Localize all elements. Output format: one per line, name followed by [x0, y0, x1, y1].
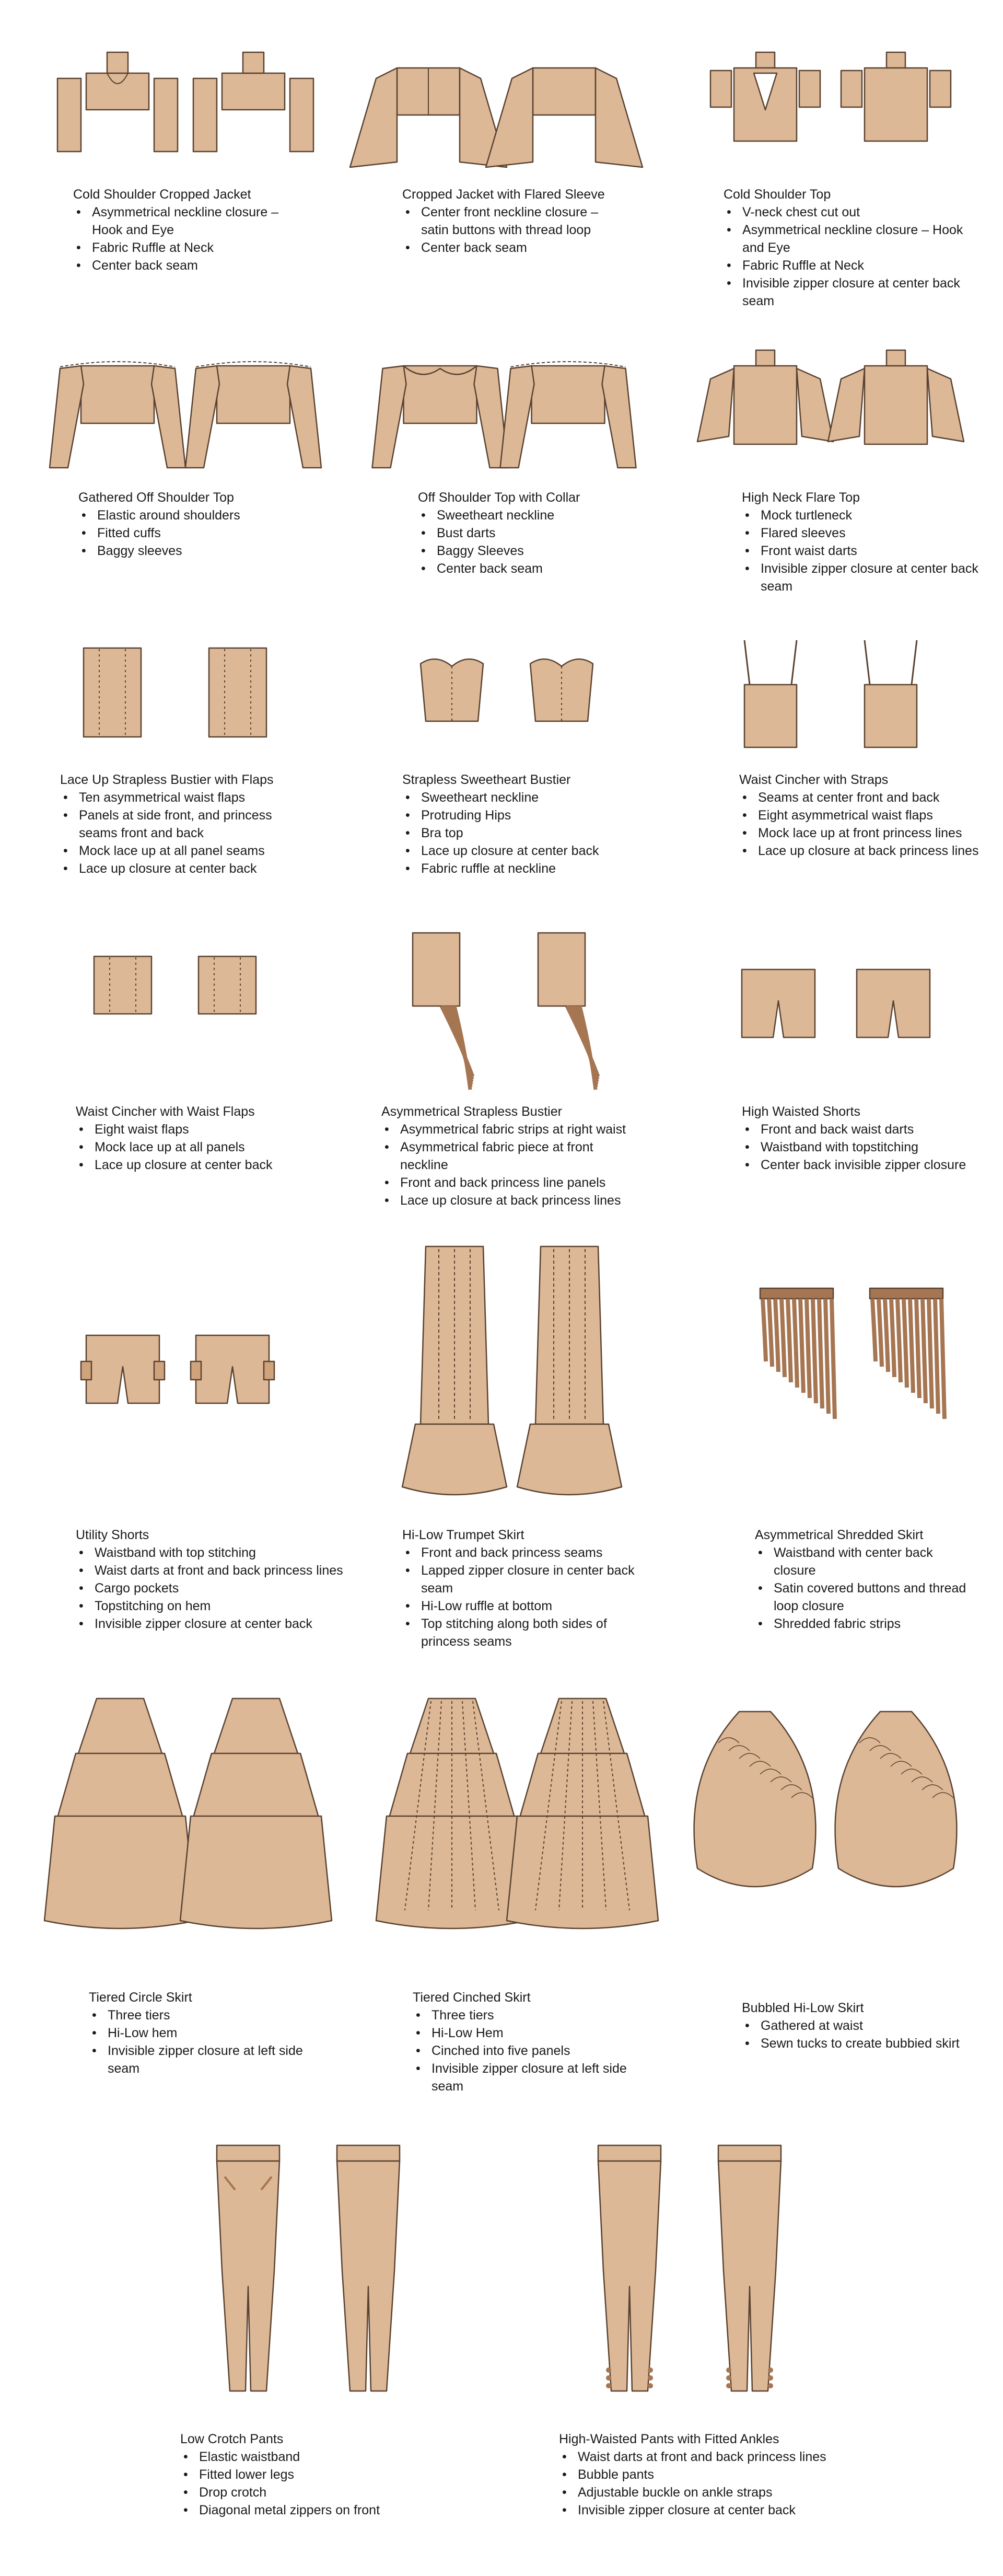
back-view: [486, 68, 643, 167]
garment-title: Lace Up Strapless Bustier with Flaps: [60, 772, 274, 787]
front-view: [744, 640, 797, 747]
illustration-cropped-jacket-flared-sleeve: [360, 50, 632, 165]
garment-title: Asymmetrical Shredded Skirt: [755, 1528, 924, 1542]
feature-item: • Cargo pockets: [95, 1579, 347, 1597]
garment-description: [742, 1103, 987, 1174]
front-view: [694, 1712, 816, 1887]
garment-title: Utility Shorts: [76, 1528, 149, 1542]
garment-title: Cold Shoulder Top: [724, 187, 831, 202]
garment-description: [742, 489, 987, 595]
feature-item: • Mock turtleneck: [761, 506, 987, 524]
garment-description: [739, 771, 985, 860]
feature-item: • Sweetheart neckline: [437, 506, 643, 524]
feature-item: • Invisible zipper closure at center back seam: [761, 560, 987, 595]
back-view: [865, 640, 917, 747]
garment-title: High Neck Flare Top: [742, 490, 860, 505]
back-view: [841, 52, 951, 141]
feature-item: • Eight asymmetrical waist flaps: [758, 806, 985, 824]
garment-title: Waist Cincher with Waist Flaps: [76, 1104, 255, 1119]
front-view: [350, 68, 507, 167]
illustration-strapless-sweetheart-bustier: [397, 651, 616, 740]
front-view: [760, 1288, 835, 1419]
feature-item: • Mock lace up at all panel seams: [79, 842, 306, 860]
feature-item: • Lapped zipper closure in center back seam: [421, 1562, 648, 1597]
back-view: [507, 1699, 658, 1928]
back-view: [185, 362, 321, 468]
feature-item: • Baggy Sleeves: [437, 542, 643, 560]
feature-item: • Center back seam: [421, 239, 627, 257]
garment-description: [89, 1989, 313, 2077]
feature-item: • Panels at side front, and princess seams front and back: [79, 806, 306, 842]
feature-item: • Top stitching along both sides of princess seams: [421, 1615, 648, 1650]
illustration-off-shoulder-top-collar: [376, 348, 632, 468]
feature-item: • Three tiers: [108, 2006, 313, 2024]
feature-item: • Adjustable buckle on ankle straps: [578, 2483, 852, 2501]
feature-item: • Center back invisible zipper closure: [761, 1156, 987, 1174]
feature-item: • Invisible zipper closure at left side seam: [431, 2060, 637, 2095]
illustration-high-waisted-shorts: [721, 962, 951, 1061]
feature-item: • Waist darts at front and back princess lines: [95, 1562, 347, 1579]
garment-title: Off Shoulder Top with Collar: [418, 490, 580, 505]
feature-item: • Lace up closure at center back: [79, 860, 306, 877]
feature-item: • Mock lace up at all panels: [95, 1138, 300, 1156]
illustration-cold-shoulder-top: [700, 50, 961, 154]
feature-item: • Sewn tucks to create bubbied skirt: [761, 2035, 961, 2052]
illustration-tiered-cinched-skirt: [387, 1693, 648, 1944]
front-view: [84, 648, 141, 737]
feature-item: • Hi-Low hem: [108, 2024, 313, 2042]
garment-title: Hi-Low Trumpet Skirt: [402, 1528, 524, 1542]
front-view: [710, 52, 820, 141]
feature-item: • Seams at center front and back: [758, 789, 985, 806]
feature-item: • Fabric Ruffle at Neck: [92, 239, 298, 257]
garment-title: Bubbled Hi-Low Skirt: [742, 2001, 864, 2015]
garment-description: [402, 186, 627, 257]
front-view: [402, 1246, 507, 1495]
feature-item: • Satin covered buttons and thread loop closure: [774, 1579, 974, 1615]
feature-item: • Elastic around shoulders: [97, 506, 303, 524]
front-view: [742, 969, 815, 1037]
feature-item: • Waistband with center back closure: [774, 1544, 974, 1579]
feature-item: • Drop crotch: [199, 2483, 426, 2501]
feature-list: [418, 506, 643, 577]
back-view: [517, 1246, 622, 1495]
back-view: [180, 1699, 332, 1928]
feature-list: [180, 2448, 426, 2519]
feature-item: • Waistband with topstitching: [761, 1138, 987, 1156]
illustration-high-neck-flare-top: [700, 348, 961, 460]
feature-list: [413, 2006, 637, 2095]
feature-list: [742, 506, 987, 595]
feature-list: [89, 2006, 313, 2077]
feature-item: • Bubble pants: [578, 2466, 852, 2483]
feature-item: • Hi-Low Hem: [431, 2024, 637, 2042]
feature-item: • Mock lace up at front princess lines: [758, 824, 985, 842]
front-view: [44, 1699, 196, 1928]
feature-item: • Lace up closure at back princess lines: [758, 842, 985, 860]
feature-item: • Bust darts: [437, 524, 643, 542]
garment-description: [559, 2430, 852, 2519]
garment-title: Low Crotch Pants: [180, 2432, 284, 2446]
front-view: [598, 2145, 661, 2391]
back-view: [199, 956, 256, 1014]
back-view: [835, 1712, 957, 1887]
garment-description: [180, 2430, 426, 2519]
feature-list: [402, 1544, 648, 1650]
illustration-cold-shoulder-cropped-jacket: [50, 50, 321, 159]
front-view: [413, 933, 473, 1090]
feature-list: [739, 789, 985, 860]
illustration-asymmetrical-strapless-bustier: [374, 925, 624, 1098]
feature-item: • Waist darts at front and back princess lines: [578, 2448, 852, 2466]
feature-item: • Lace up closure at center back: [421, 842, 627, 860]
feature-item: • Gathered at waist: [761, 2017, 961, 2035]
front-view: [697, 350, 833, 444]
garment-title: Waist Cincher with Straps: [739, 772, 889, 787]
back-view: [191, 1335, 274, 1403]
illustration-waist-cincher-straps: [710, 635, 951, 755]
back-view: [209, 648, 266, 737]
garment-description: [755, 1526, 974, 1633]
feature-item: • Center back seam: [92, 257, 298, 274]
feature-list: [742, 2017, 961, 2052]
garment-title: Gathered Off Shoulder Top: [78, 490, 234, 505]
feature-item: • Topstitching on hem: [95, 1597, 347, 1615]
garment-description: [418, 489, 643, 577]
feature-item: • Fabric ruffle at neckline: [421, 860, 627, 877]
feature-item: • Ten asymmetrical waist flaps: [79, 789, 306, 806]
feature-item: • Shredded fabric strips: [774, 1615, 974, 1633]
feature-item: • Bra top: [421, 824, 627, 842]
feature-item: • Fitted lower legs: [199, 2466, 426, 2483]
garment-description: [402, 771, 627, 877]
garment-description: [742, 1999, 961, 2052]
front-view: [57, 52, 178, 152]
front-view: [376, 1699, 528, 1928]
garment-title: Strapless Sweetheart Bustier: [402, 772, 571, 787]
feature-list: [60, 789, 306, 877]
feature-item: • Asymmetrical fabric strips at right waist: [400, 1120, 643, 1138]
illustration-utility-shorts: [68, 1327, 287, 1427]
garment-title: High Waisted Shorts: [742, 1104, 860, 1119]
garment-description: [724, 186, 969, 310]
back-view: [538, 933, 598, 1090]
feature-list: [402, 789, 627, 877]
feature-item: • Front waist darts: [761, 542, 987, 560]
feature-item: • Protruding Hips: [421, 806, 627, 824]
feature-item: • Baggy sleeves: [97, 542, 303, 560]
feature-item: • Flared sleeves: [761, 524, 987, 542]
feature-list: [559, 2448, 852, 2519]
feature-list: [76, 1120, 300, 1174]
illustration-asymmetrical-shredded-skirt: [742, 1286, 961, 1442]
back-view: [828, 350, 964, 444]
illustration-waist-cincher-waist-flaps: [71, 949, 279, 1035]
back-view: [337, 2145, 400, 2391]
feature-item: • Fitted cuffs: [97, 524, 303, 542]
garment-description: [381, 1103, 643, 1209]
garment-title: High-Waisted Pants with Fitted Ankles: [559, 2432, 779, 2446]
feature-item: • Invisible zipper closure at center back: [95, 1615, 347, 1633]
feature-item: • Front and back princess seams: [421, 1544, 648, 1562]
garment-description: [402, 1526, 648, 1650]
feature-list: [402, 203, 627, 257]
front-view: [94, 956, 151, 1014]
feature-item: • Center front neckline closure – satin buttons with thread loop: [421, 203, 627, 239]
garment-description: [73, 186, 298, 274]
back-view: [500, 362, 636, 468]
feature-item: • Center back seam: [437, 560, 643, 577]
garment-description: [76, 1526, 347, 1633]
feature-item: • Asymmetrical fabric piece at front neckline: [400, 1138, 643, 1174]
feature-item: • Three tiers: [431, 2006, 637, 2024]
feature-item: • Lace up closure at back princess lines: [400, 1192, 643, 1209]
feature-item: • Front and back princess line panels: [400, 1174, 643, 1192]
illustration-high-waisted-pants: [569, 2143, 810, 2409]
feature-item: • Front and back waist darts: [761, 1120, 987, 1138]
feature-item: • Hi-Low ruffle at bottom: [421, 1597, 648, 1615]
feature-item: • Invisible zipper closure at center back: [578, 2501, 852, 2519]
feature-item: • V-neck chest cut out: [742, 203, 969, 221]
feature-list: [78, 506, 303, 560]
garment-description: [78, 489, 303, 560]
illustration-tiered-circle-skirt: [52, 1693, 324, 1944]
back-view: [530, 659, 593, 724]
garment-description: [60, 771, 306, 877]
feature-item: • Sweetheart neckline: [421, 789, 627, 806]
feature-list: [742, 1120, 987, 1174]
back-view: [857, 969, 930, 1037]
front-view: [50, 362, 185, 468]
back-view: [870, 1288, 944, 1419]
illustration-gathered-off-shoulder-top: [50, 348, 321, 468]
feature-list: [76, 1544, 347, 1633]
illustration-lace-up-strapless-bustier: [50, 640, 300, 750]
feature-item: • Asymmetrical neckline closure – Hook and Eye: [92, 203, 298, 239]
garment-description: [413, 1989, 637, 2095]
illustration-low-crotch-pants: [188, 2143, 428, 2404]
back-view: [718, 2145, 781, 2391]
front-view: [372, 366, 508, 468]
feature-item: • Invisible zipper closure at left side seam: [108, 2042, 313, 2077]
garment-description: [76, 1103, 300, 1174]
garment-title: Cropped Jacket with Flared Sleeve: [402, 187, 605, 202]
front-view: [81, 1335, 165, 1403]
illustration-hi-low-trumpet-skirt: [397, 1244, 627, 1510]
feature-item: • Invisible zipper closure at center back seam: [742, 274, 969, 310]
back-view: [193, 52, 313, 152]
feature-item: • Lace up closure at center back: [95, 1156, 300, 1174]
feature-item: • Asymmetrical neckline closure – Hook and Eye: [742, 221, 969, 257]
feature-item: • Diagonal metal zippers on front: [199, 2501, 426, 2519]
feature-list: [755, 1544, 974, 1633]
feature-item: • Cinched into five panels: [431, 2042, 637, 2060]
garment-title: Asymmetrical Strapless Bustier: [381, 1104, 562, 1119]
feature-item: • Eight waist flaps: [95, 1120, 300, 1138]
front-view: [217, 2145, 279, 2391]
garment-title: Tiered Cinched Skirt: [413, 1990, 531, 2005]
feature-list: [73, 203, 298, 274]
garment-title: Cold Shoulder Cropped Jacket: [73, 187, 251, 202]
feature-item: • Waistband with top stitching: [95, 1544, 347, 1562]
front-view: [421, 659, 483, 724]
garment-title: Tiered Circle Skirt: [89, 1990, 192, 2005]
illustration-bubbled-hi-low-skirt: [684, 1709, 966, 1928]
feature-list: [381, 1120, 643, 1209]
feature-item: • Fabric Ruffle at Neck: [742, 257, 969, 274]
feature-list: [724, 203, 969, 310]
feature-item: • Elastic waistband: [199, 2448, 426, 2466]
